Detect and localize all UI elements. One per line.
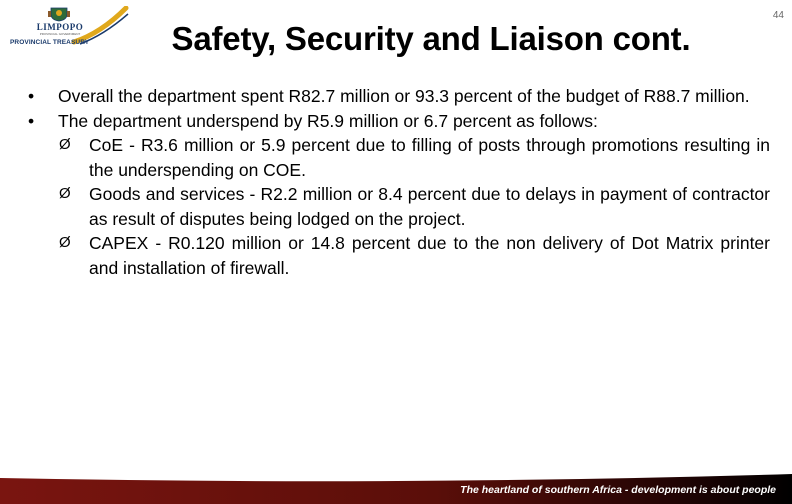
logo-department: PROVINCIAL TREASURY xyxy=(10,39,90,46)
footer-tagline: The heartland of southern Africa - development is about people xyxy=(460,484,776,496)
sub-bullet-text: CoE - R3.6 million or 5.9 percent due to filling of posts through promotions resulting in the underspending on COE. xyxy=(89,135,770,180)
bullet-text: Overall the department spent R82.7 million or 93.3 percent of the budget of R88.7 million. xyxy=(58,86,750,106)
bullet-item xyxy=(28,109,770,134)
bullet-marker: • xyxy=(28,86,35,106)
sub-bullet-item xyxy=(28,133,770,182)
slide-title: Safety, Security and Liaison cont. xyxy=(171,20,691,57)
sub-bullet-text: Goods and services - R2.2 million or 8.4 percent due to delays in payment of contractor as result of disputes being lodged on the project. xyxy=(89,184,770,229)
logo-name: LIMPOPO xyxy=(36,22,84,32)
arrow-bullet-icon: Ø xyxy=(59,136,71,153)
bullet-marker: • xyxy=(28,110,35,131)
sub-bullet-item xyxy=(28,231,770,280)
footer-wave-icon xyxy=(0,472,792,484)
sub-bullet-text: CAPEX - R0.120 million or 14.8 percent due to the non delivery of Dot Matrix printer and installation of firewall. xyxy=(89,233,770,278)
arrow-bullet-icon: Ø xyxy=(59,234,71,251)
arrow-bullet-icon: Ø xyxy=(59,185,71,202)
page-number: 44 xyxy=(772,10,784,21)
bullet-item xyxy=(28,84,770,109)
logo-subtitle: PROVINCIAL GOVERNMENT xyxy=(39,32,81,36)
bullet-text: The department underspend by R5.9 million or 6.7 percent as follows: xyxy=(58,110,598,131)
sub-bullet-item xyxy=(28,182,770,231)
slide-content xyxy=(28,84,770,280)
sub-bullet-list xyxy=(28,133,770,280)
footer-banner xyxy=(0,472,792,504)
